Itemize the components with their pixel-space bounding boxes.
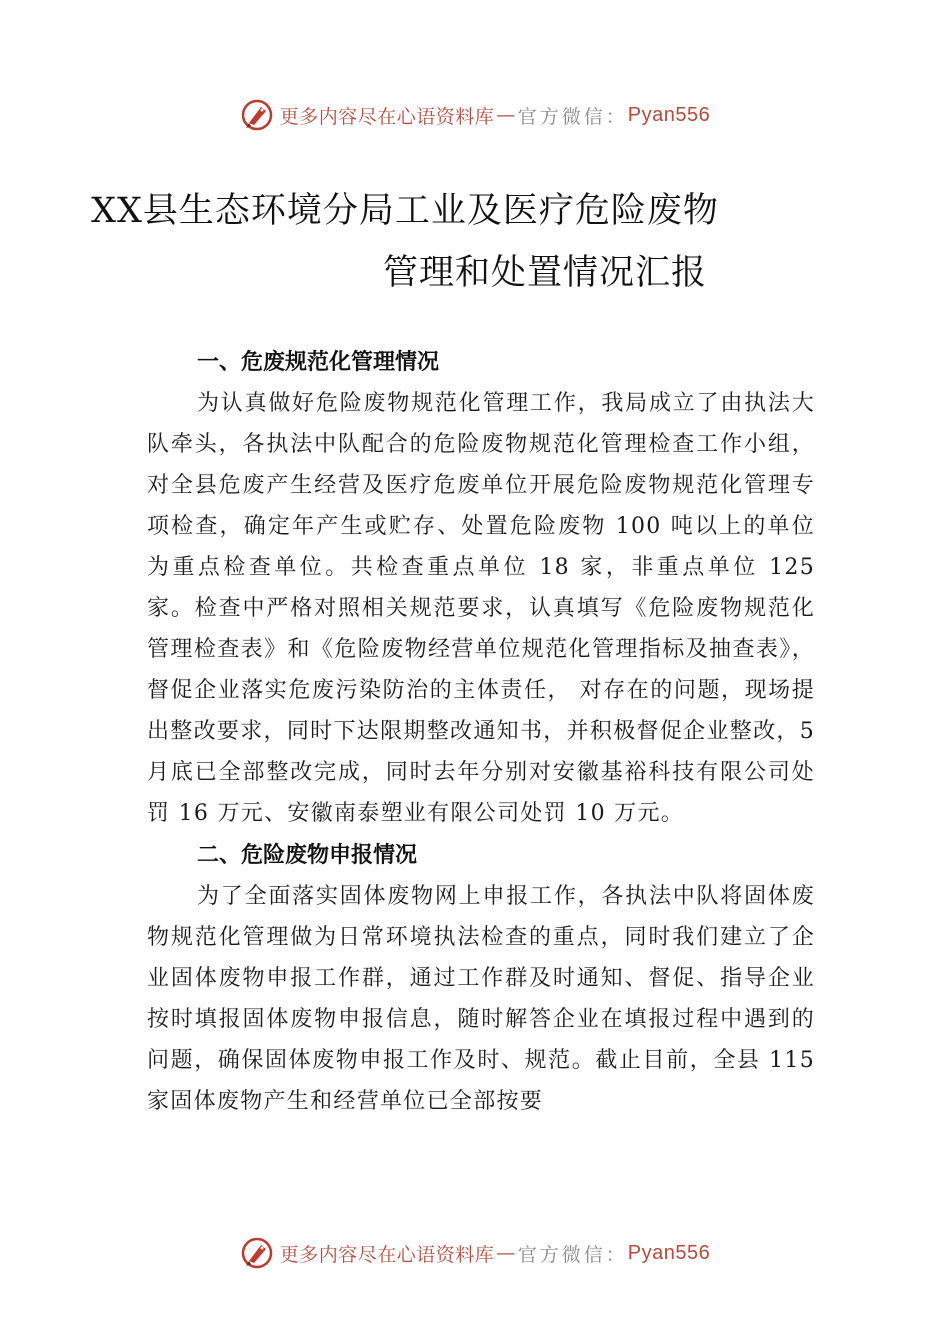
watermark-text: 更多内容尽在心语资料库 — [279, 105, 495, 128]
watermark-label: 官方微信： — [517, 105, 628, 128]
title-line-2: 管理和处置情况汇报 — [382, 253, 707, 293]
pen-nib-logo-icon — [240, 1236, 274, 1270]
section-paragraph-2: 为了全面落实固体废物网上申报工作，各执法中队将固体废物规范化管理做为日常环境执法检查的重点，同时我们建立了企业固体废物申报工作群，通过工作群及时通知、督促、指导企业按时填报固体废物申报信息，随时解答企业在填报过程中遇到的问题，确保固体废物申报工作及时、规范。截止目前，全县 115 家固体废物产生和经营单位已全部按要 — [147, 884, 815, 1114]
document-title — [0, 180, 950, 304]
watermark-text: 更多内容尽在心语资料库 — [279, 1243, 495, 1266]
section-heading-1: 一、危废规范化管理情况 — [197, 350, 440, 375]
watermark-separator: — — [496, 104, 516, 126]
header-watermark — [0, 95, 950, 135]
footer-watermark — [0, 1233, 950, 1273]
watermark-wechat-id: Pyan556 — [627, 103, 711, 126]
watermark-separator: — — [496, 1242, 516, 1264]
document-body — [147, 343, 815, 1122]
pen-nib-logo-icon — [240, 98, 274, 132]
watermark-wechat-id: Pyan556 — [627, 1241, 711, 1264]
section-heading-2: 二、危险废物申报情况 — [197, 843, 418, 868]
section-paragraph-1: 为认真做好危险废物规范化管理工作，我局成立了由执法大队牵头，各执法中队配合的危险废物规范化管理检查工作小组，对全县危废产生经营及医疗危废单位开展危险废物规范化管理专项检查，确定年产生或贮存、处置危险废物 100 吨以上的单位为重点检查单位。共检查重点单位 18 家，非重点单位 125 家。检查中严格对照相关规范要求，认真填写《危险废物规范化管理检查表》和《危险废物经营单位规范化管理指标及抽查表》，督促企业落实危废污染防治的主体责任， 对存在的问题，现场提出整改要求，同时下达限期整改通知书，并积极督促企业整改，5 月底已全部整改完成，同时去年分别对安徽基裕科技有限公司处罚 16 万元、安徽南泰塑业有限公司处罚 10 万元。 — [147, 391, 815, 826]
watermark-label: 官方微信： — [517, 1243, 628, 1266]
title-line-1: XX县生态环境分局工业及医疗危险废物 — [91, 191, 719, 231]
